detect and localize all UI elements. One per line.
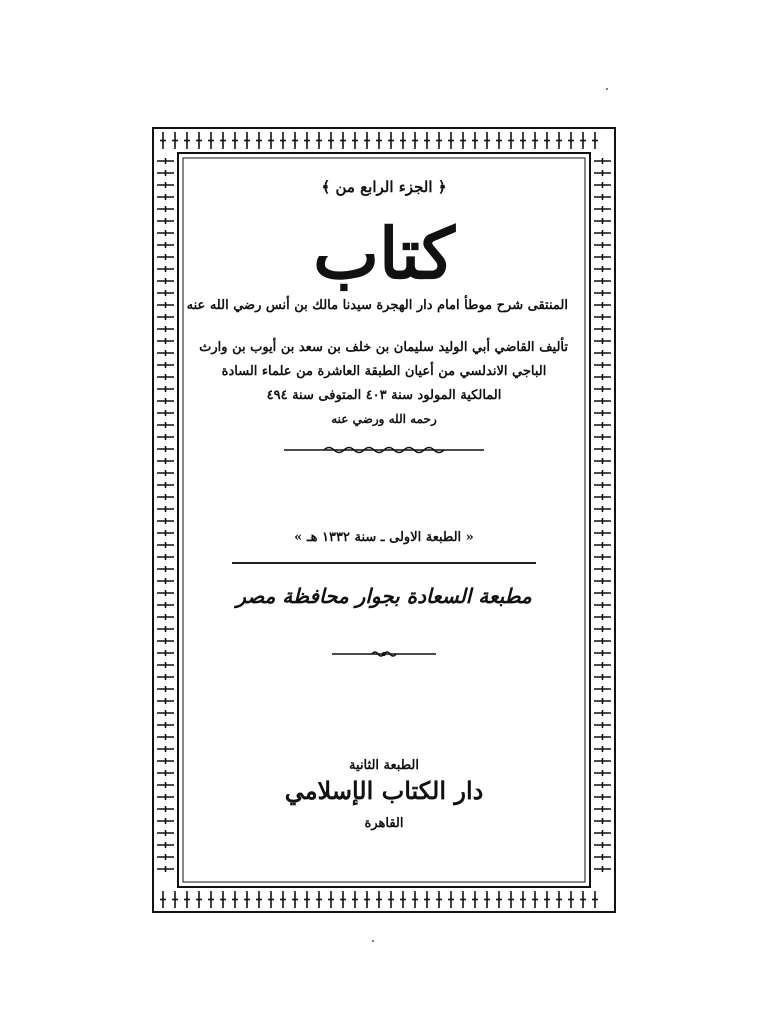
printer-name: مطبعة السعادة بجوار محافظة مصر: [236, 584, 532, 608]
title-page-content: [186, 170, 568, 870]
publisher-name: دار الكتاب الإسلامي: [284, 776, 484, 805]
paper-speck: [372, 940, 374, 942]
book-title: كتاب: [313, 212, 455, 295]
book-subtitle: المنتقى شرح موطأ امام دار الهجرة سيدنا مالك بن أنس رضي الله عنه: [186, 298, 568, 313]
second-edition-label: الطبعة الثانية: [349, 758, 419, 773]
decorative-divider-ornament: [284, 444, 484, 456]
author-line-1: تأليف القاضي أبي الوليد سليمان بن خلف بن سعد بن أيوب بن وارث: [199, 340, 568, 355]
author-line-3: المالكية المولود سنة ٤٠٣ المتوفى سنة ٤٩٤: [266, 388, 502, 403]
first-edition-note: « الطبعة الاولى ـ سنة ١٣٣٢ هـ »: [294, 530, 474, 545]
author-line-2: الباجي الاندلسي من أعيان الطبقة العاشرة من علماء السادة: [221, 364, 547, 379]
small-divider-ornament: [332, 648, 436, 660]
paper-speck: [606, 88, 608, 90]
volume-part-label: ﴿ الجزء الرابع من ﴾: [321, 178, 447, 196]
author-line-4: رحمه الله ورضي عنه: [331, 412, 437, 426]
horizontal-rule: [232, 562, 536, 564]
publisher-city: القاهرة: [364, 816, 404, 831]
